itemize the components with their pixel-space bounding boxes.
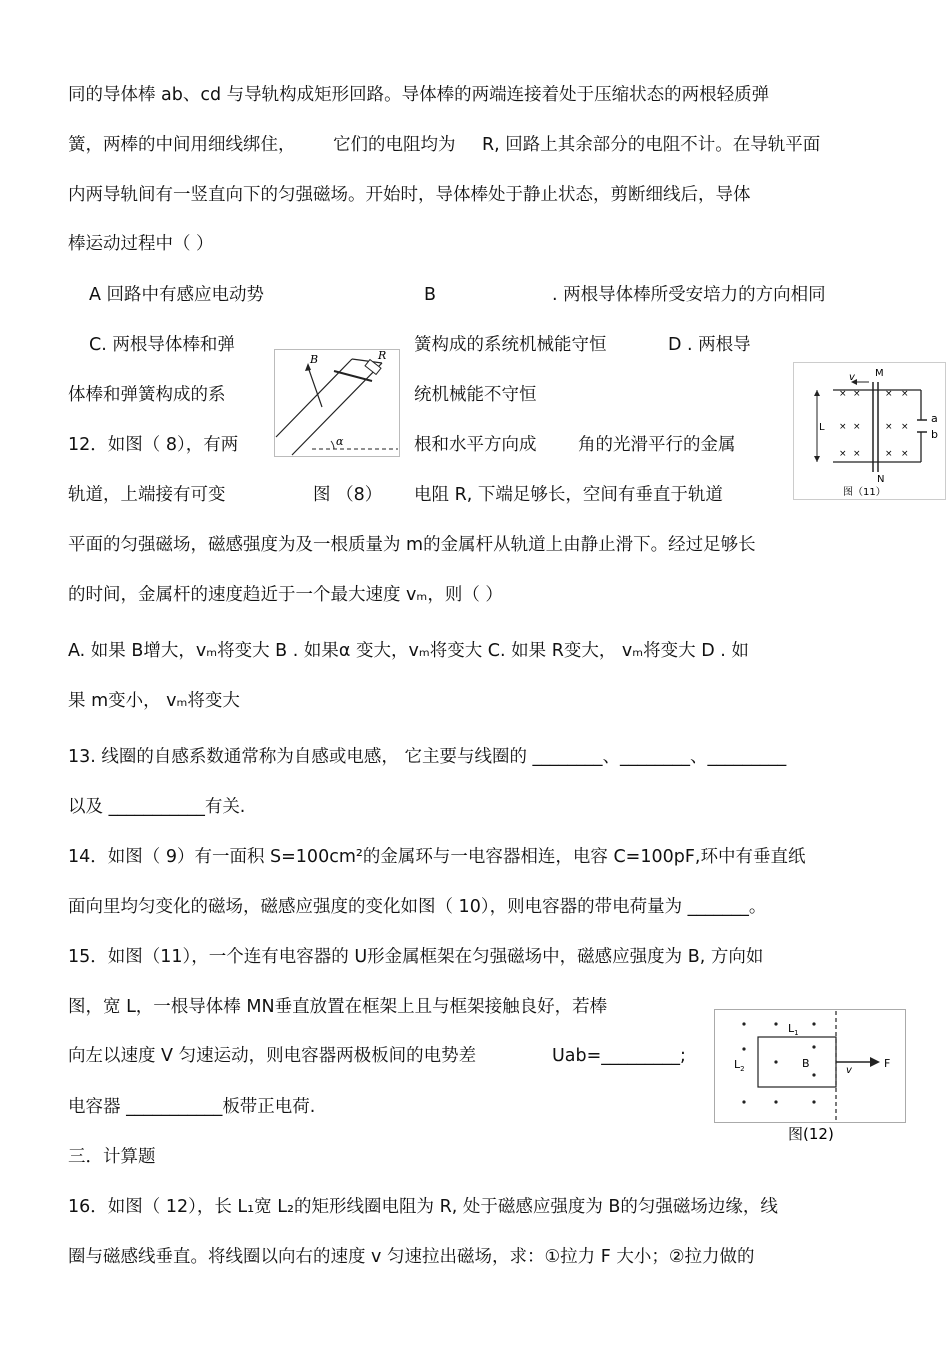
text-line: R, 回路上其余部分的电阻不计。在导轨平面 <box>482 135 821 155</box>
fig12-label-f: F <box>884 1057 891 1070</box>
fig12-label-l1: $L_1$ <box>788 1022 799 1037</box>
fig11-label-v: v <box>849 372 855 383</box>
fig12-label-b: B <box>802 1057 810 1070</box>
fig8-label-b: B <box>310 353 319 366</box>
option-c: C. 两根导体棒和弹 <box>89 335 235 355</box>
fig12-caption: 图(12) <box>788 1125 834 1143</box>
option-d-cont: 体棒和弹簧构成的系 <box>68 385 226 405</box>
field-dot <box>812 1045 815 1048</box>
fig8-label-alpha: α <box>336 435 344 448</box>
q13-line1: 13. 线圈的自感系数通常称为自感或电感， 它主要与线圈的 ________、________、_________ <box>68 747 787 767</box>
figure-12-diagram <box>714 1009 906 1149</box>
field-dot <box>774 1100 777 1103</box>
option-b: . 两根导体棒所受安培力的方向相同 <box>552 285 826 305</box>
q14-line1: 14．如图（ 9）有一面积 S=100cm²的金属环与一电容器相连，电容 C=100pF,环中有垂直纸 <box>68 847 806 867</box>
cross-mark: × <box>853 389 861 399</box>
cross-mark: × <box>885 422 893 432</box>
fig8-caption: 图 （8） <box>313 485 383 505</box>
cross-mark: × <box>901 389 909 399</box>
fig8-label-r: R <box>378 349 387 362</box>
q16-line2: 圈与磁感线垂直。将线圈以向右的速度 v 匀速拉出磁场，求：①拉力 F 大小；②拉力做的 <box>68 1247 755 1267</box>
cross-mark: × <box>885 389 893 399</box>
option-d: D . 两根导 <box>668 335 751 355</box>
figure-11-diagram <box>793 362 946 500</box>
fig11-label-b: b <box>931 428 938 441</box>
cross-mark: × <box>885 449 893 459</box>
figure-12 <box>714 1009 906 1149</box>
q15-line3: 向左以速度 V 匀速运动，则电容器两极板间的电势差 <box>68 1046 477 1066</box>
q12-line1c: 角的光滑平行的金属 <box>578 435 736 455</box>
field-dot <box>742 1022 745 1025</box>
text-line: 内两导轨间有一竖直向下的匀强磁场。开始时，导体棒处于静止状态，剪断细线后，导体 <box>68 185 751 205</box>
fig11-label-a: a <box>931 412 938 425</box>
cross-mark: × <box>853 422 861 432</box>
q15-line1: 15．如图（11），一个连有电容器的 U形金属框架在匀强磁场中，磁感应强度为 B, 方向如 <box>68 947 764 967</box>
cross-mark: × <box>853 449 861 459</box>
q15-line3-uab: Uab=_________; <box>552 1046 686 1066</box>
option-a: A 回路中有感应电动势 <box>89 285 265 305</box>
q12-line4: 的时间，金属杆的速度趋近于一个最大速度 vₘ，则（ ） <box>68 585 503 605</box>
q12-options-cont: 果 m变小， vₘ将变大 <box>68 691 240 711</box>
text-line: 簧，两棒的中间用细线绑住， <box>68 135 296 155</box>
field-dot <box>742 1047 745 1050</box>
text-line: 同的导体棒 ab、cd 与导轨构成矩形回路。导体棒的两端连接着处于压缩状态的两根轻质弹 <box>68 85 770 105</box>
fig12-label-v: v <box>846 1065 852 1076</box>
fig11-label-m: M <box>875 368 884 379</box>
q12-line2c: 电阻 R, 下端足够长，空间有垂直于轨道 <box>414 485 723 505</box>
field-dot <box>774 1060 777 1063</box>
q15-line4: 电容器 ___________板带正电荷. <box>68 1097 316 1117</box>
text-line: 棒运动过程中（ ） <box>68 234 214 254</box>
q14-line2: 面向里均匀变化的磁场，磁感应强度的变化如图（ 10），则电容器的带电荷量为 _______。 <box>68 897 767 917</box>
figure-8 <box>274 349 400 457</box>
field-dot <box>812 1073 815 1076</box>
q12-options: A. 如果 B增大，vₘ将变大 B . 如果α 变大，vₘ将变大 C. 如果 R变大， vₘ将变大 D . 如 <box>68 641 749 661</box>
cross-mark: × <box>839 449 847 459</box>
fig12-label-l2: $L_2$ <box>734 1058 745 1073</box>
figure-8-diagram <box>274 349 400 457</box>
fig11-label-l: L <box>819 422 825 433</box>
q16-line1: 16．如图（ 12），长 L₁宽 L₂的矩形线圈电阻为 R, 处于磁感应强度为 B的匀强磁场边缘，线 <box>68 1197 778 1217</box>
q12-line3: 平面的匀强磁场，磁感强度为及一根质量为 m的金属杆从轨道上由静止滑下。经过足够长 <box>68 535 756 555</box>
cross-mark: × <box>839 389 847 399</box>
q12-line1b: 根和水平方向成 <box>414 435 537 455</box>
q12-line1a: 12．如图（ 8），有两 <box>68 435 239 455</box>
text-line: 它们的电阻均为 <box>333 135 456 155</box>
field-dot <box>742 1100 745 1103</box>
option-c-cont: 簧构成的系统机械能守恒 <box>414 335 607 355</box>
field-dot <box>774 1022 777 1025</box>
option-b-letter: B <box>424 285 437 305</box>
fig11-label-n: N <box>877 474 885 485</box>
cross-mark: × <box>901 449 909 459</box>
q13-line2: 以及 ___________有关. <box>68 797 246 817</box>
fig11-caption: 图（11） <box>843 487 886 498</box>
figure-11 <box>793 362 946 500</box>
section-heading: 三．计算题 <box>68 1147 156 1167</box>
option-d-cont2: 统机械能不守恒 <box>414 385 537 405</box>
q12-line2a: 轨道，上端接有可变 <box>68 485 226 505</box>
field-dot <box>812 1100 815 1103</box>
q15-line2: 图，宽 L，一根导体棒 MN垂直放置在框架上且与框架接触良好，若棒 <box>68 997 608 1017</box>
field-dot <box>812 1022 815 1025</box>
cross-mark: × <box>901 422 909 432</box>
cross-mark: × <box>839 422 847 432</box>
